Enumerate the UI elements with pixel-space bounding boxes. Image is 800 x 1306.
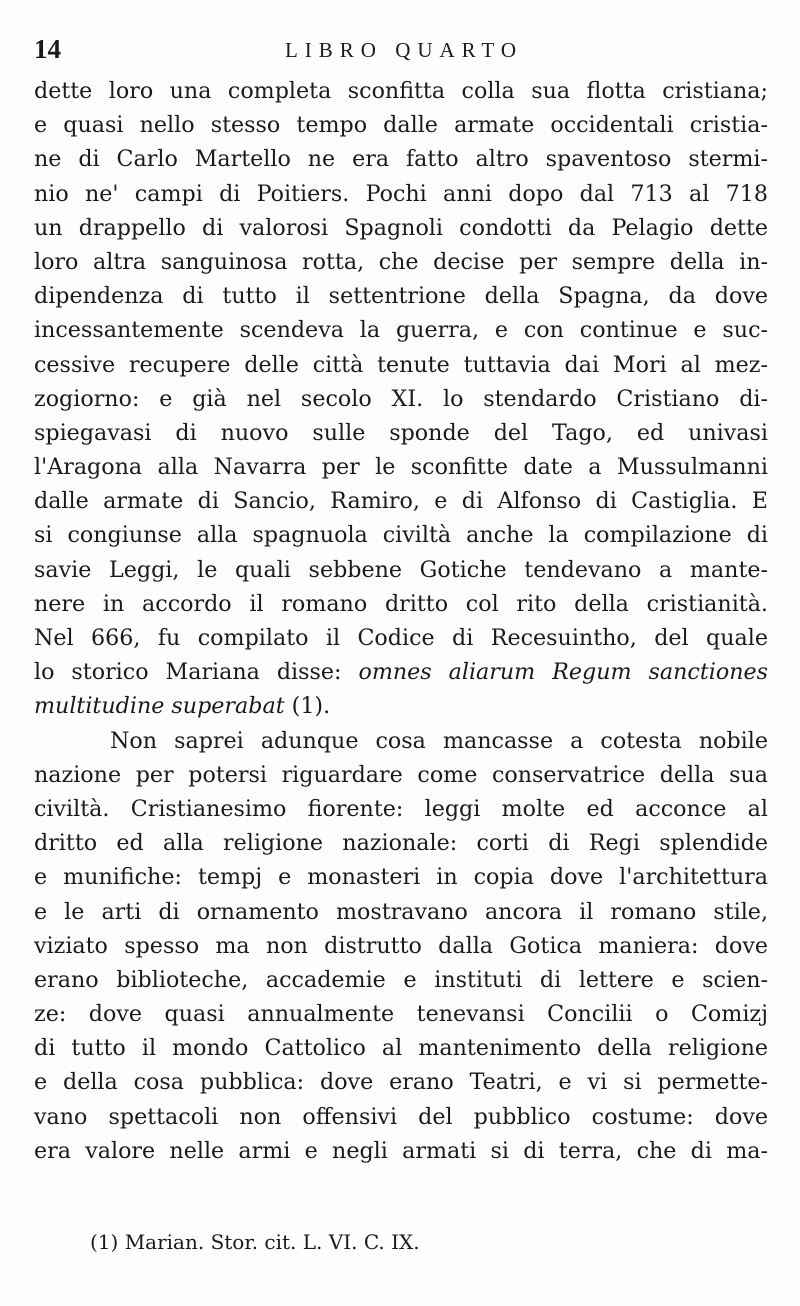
text-line: e della cosa pubblica: dove erano Teatri, e vi si permette-	[34, 1069, 768, 1096]
text-line	[34, 655, 768, 689]
text-line: erano biblioteche, accademie e instituti di lettere e scien-	[34, 966, 768, 993]
body-text	[34, 74, 768, 1168]
text-line: vano spettacoli non offensivi del pubblico costume: dove	[34, 1103, 768, 1130]
text-line: e le arti di ornamento mostravano ancora il romano stile,	[34, 898, 768, 925]
text-line: ne di Carlo Martello ne era fatto altro spaventoso stermi-	[34, 146, 768, 173]
text-line: ze: dove quasi annualmente tenevansi Concilii o Comizj	[34, 1001, 768, 1028]
text-line: cessive recupere delle città tenute tuttavia dai Mori al mez-	[34, 351, 768, 378]
text-line: Non saprei adunque cosa mancasse a cotesta nobile	[110, 727, 768, 754]
text-line: si congiunse alla spagnuola civiltà anche la compilazione di	[34, 522, 768, 549]
latin-quote: multitudine superabat	[34, 693, 285, 720]
footnote: (1) Marian. Stor. cit. L. VI. C. IX.	[90, 1230, 420, 1254]
text-line: di tutto il mondo Cattolico al mantenimento della religione	[34, 1035, 768, 1062]
text-line: dipendenza di tutto il settentrione della Spagna, da dove	[34, 283, 768, 310]
text-line: l'Aragona alla Navarra per le sconfitte date a Mussulmanni	[34, 454, 768, 481]
text-line: incessantemente scendeva la guerra, e con continue e suc-	[34, 317, 768, 344]
text-line: un drappello di valorosi Spagnoli condotti da Pelagio dette	[34, 214, 768, 241]
text-line: viziato spesso ma non distrutto dalla Gotica maniera: dove	[34, 932, 768, 959]
text-line: nazione per potersi riguardare come conservatrice della sua	[34, 761, 768, 788]
text-line: zogiorno: e già nel secolo XI. lo stendardo Cristiano di-	[34, 385, 768, 412]
text-line: era valore nelle armi e negli armati si di terra, che di ma-	[34, 1137, 768, 1164]
text-line: dalle armate di Sancio, Ramiro, e di Alfonso di Castiglia. E	[34, 488, 768, 515]
latin-quote: omnes aliarum Regum sanctiones	[358, 659, 768, 686]
text-line: spiegavasi di nuovo sulle sponde del Tago, ed univasi	[34, 419, 768, 446]
text-line: nere in accordo il romano dritto col rito della cristianità.	[34, 590, 768, 617]
text-line: civiltà. Cristianesimo fiorente: leggi molte ed acconce al	[34, 795, 768, 822]
text-line: nio ne' campi di Poitiers. Pochi anni dopo dal 713 al 718	[34, 180, 768, 207]
page-header	[34, 34, 774, 64]
text-line: loro altra sanguinosa rotta, che decise per sempre della in-	[34, 248, 768, 275]
text-line: savie Leggi, le quali sebbene Gotiche tendevano a mante-	[34, 556, 768, 583]
text-line: e munifiche: tempj e monasteri in copia dove l'architettura	[34, 864, 768, 891]
running-title: LIBRO QUARTO	[284, 38, 524, 62]
footnote-reference: (1).	[284, 693, 331, 720]
text-line	[34, 689, 768, 723]
page-number: 14	[34, 34, 61, 64]
text-line: dette loro una completa sconfitta colla sua flotta cristiana;	[34, 78, 768, 104]
text-line: e quasi nello stesso tempo dalle armate occidentali cristia-	[34, 112, 768, 139]
text-segment: lo storico Mariana disse:	[34, 659, 359, 686]
text-line: Nel 666, fu compilato il Codice di Recesuintho, del quale	[34, 625, 768, 651]
text-line: dritto ed alla religione nazionale: corti di Regi splendide	[34, 830, 768, 857]
